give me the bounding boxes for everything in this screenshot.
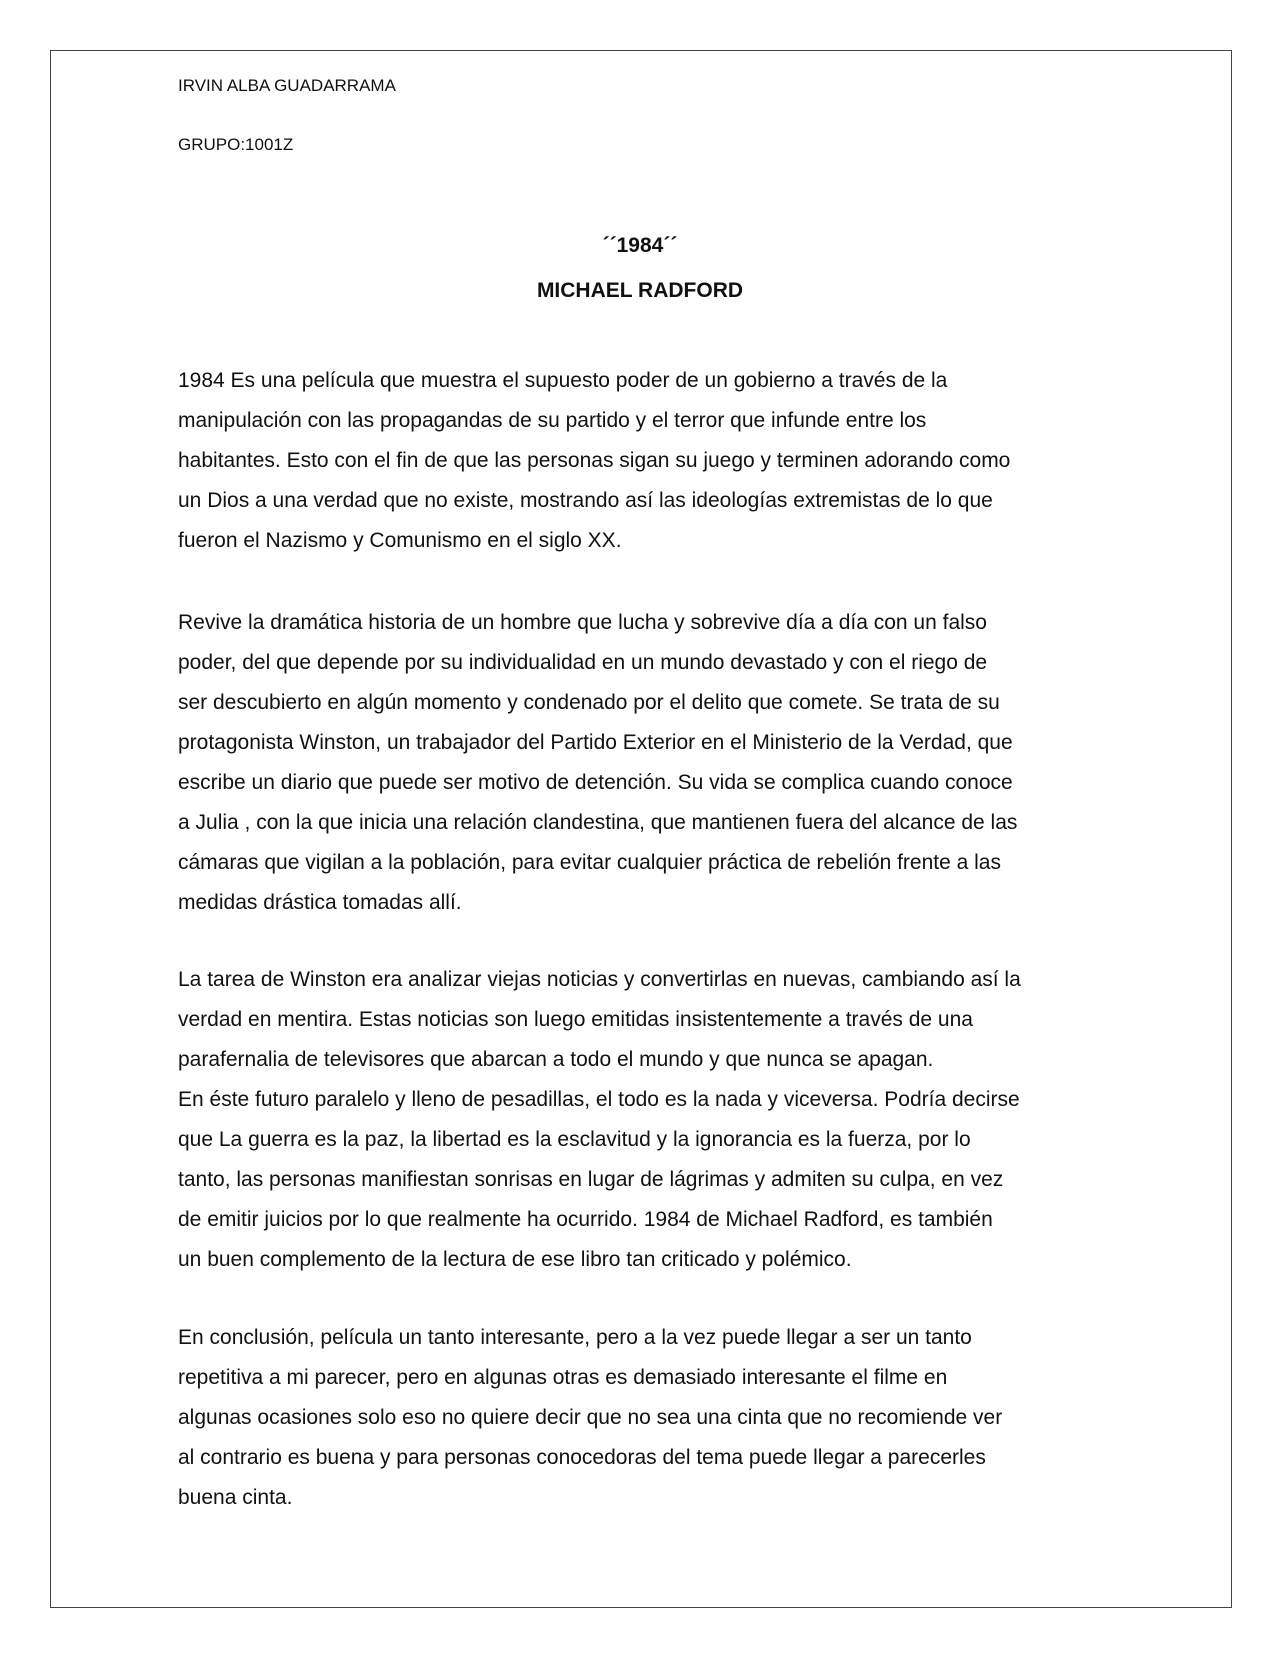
paragraph-4 — [178, 1318, 1002, 1518]
text-line: al contrario es buena y para personas conocedoras del tema puede llegar a parecerles — [178, 1446, 986, 1469]
group-label: GRUPO:1001Z — [178, 135, 294, 154]
text-line: protagonista Winston, un trabajador del Partido Exterior en el Ministerio de la Verdad, que — [178, 731, 1013, 754]
text-line: cámaras que vigilan a la población, para evitar cualquier práctica de rebelión frente a las — [178, 851, 1001, 874]
text-line: repetitiva a mi parecer, pero en algunas otras es demasiado interesante el filme en — [178, 1366, 948, 1389]
paragraph-1 — [178, 361, 1010, 561]
author-name: IRVIN ALBA GUADARRAMA — [178, 76, 396, 95]
paragraph-2 — [178, 603, 1017, 923]
text-line: un buen complemento de la lectura de ese libro tan criticado y polémico. — [178, 1248, 852, 1271]
text-line: buena cinta. — [178, 1486, 293, 1509]
text-line: tanto, las personas manifiestan sonrisas en lugar de lágrimas y admiten su culpa, en vez — [178, 1168, 1004, 1191]
text-line: poder, del que depende por su individualidad en un mundo devastado y con el riego de — [178, 651, 988, 674]
text-line: 1984 Es una película que muestra el supuesto poder de un gobierno a través de la — [178, 369, 948, 392]
text-line: escribe un diario que puede ser motivo de detención. Su vida se complica cuando conoce — [178, 771, 1013, 794]
text-line: En conclusión, película un tanto interesante, pero a la vez puede llegar a ser un tanto — [178, 1326, 972, 1349]
text-line: En éste futuro paralelo y lleno de pesadillas, el todo es la nada y viceversa. Podría decirse — [178, 1088, 1020, 1111]
text-line: un Dios a una verdad que no existe, mostrando así las ideologías extremistas de lo que — [178, 489, 993, 512]
text-line: manipulación con las propagandas de su partido y el terror que infunde entre los — [178, 409, 927, 432]
text-line: que La guerra es la paz, la libertad es la esclavitud y la ignorancia es la fuerza, por lo — [178, 1128, 971, 1151]
text-line: verdad en mentira. Estas noticias son luego emitidas insistentemente a través de una — [178, 1008, 973, 1031]
text-line: a Julia , con la que inicia una relación clandestina, que mantienen fuera del alcance de las — [178, 811, 1018, 834]
text-line: Revive la dramática historia de un hombre que lucha y sobrevive día a día con un falso — [178, 611, 987, 634]
text-line: medidas drástica tomadas allí. — [178, 891, 462, 914]
paragraph-3 — [178, 960, 1021, 1280]
text-line: parafernalia de televisores que abarcan a todo el mundo y que nunca se apagan. — [178, 1048, 934, 1071]
document-subtitle: MICHAEL RADFORD — [536, 279, 744, 302]
text-line: ser descubierto en algún momento y condenado por el delito que comete. Se trata de su — [178, 691, 1000, 714]
text-line: fueron el Nazismo y Comunismo en el siglo XX. — [178, 529, 622, 552]
text-line: habitantes. Esto con el fin de que las personas sigan su juego y terminen adorando como — [178, 449, 1011, 472]
text-line: La tarea de Winston era analizar viejas noticias y convertirlas en nuevas, cambiando así la — [178, 968, 1021, 991]
text-line: de emitir juicios por lo que realmente ha ocurrido. 1984 de Michael Radford, es también — [178, 1208, 993, 1231]
text-line: algunas ocasiones solo eso no quiere decir que no sea una cinta que no recomiende ver — [178, 1406, 1003, 1429]
document-title: ´´1984´´ — [602, 234, 678, 257]
